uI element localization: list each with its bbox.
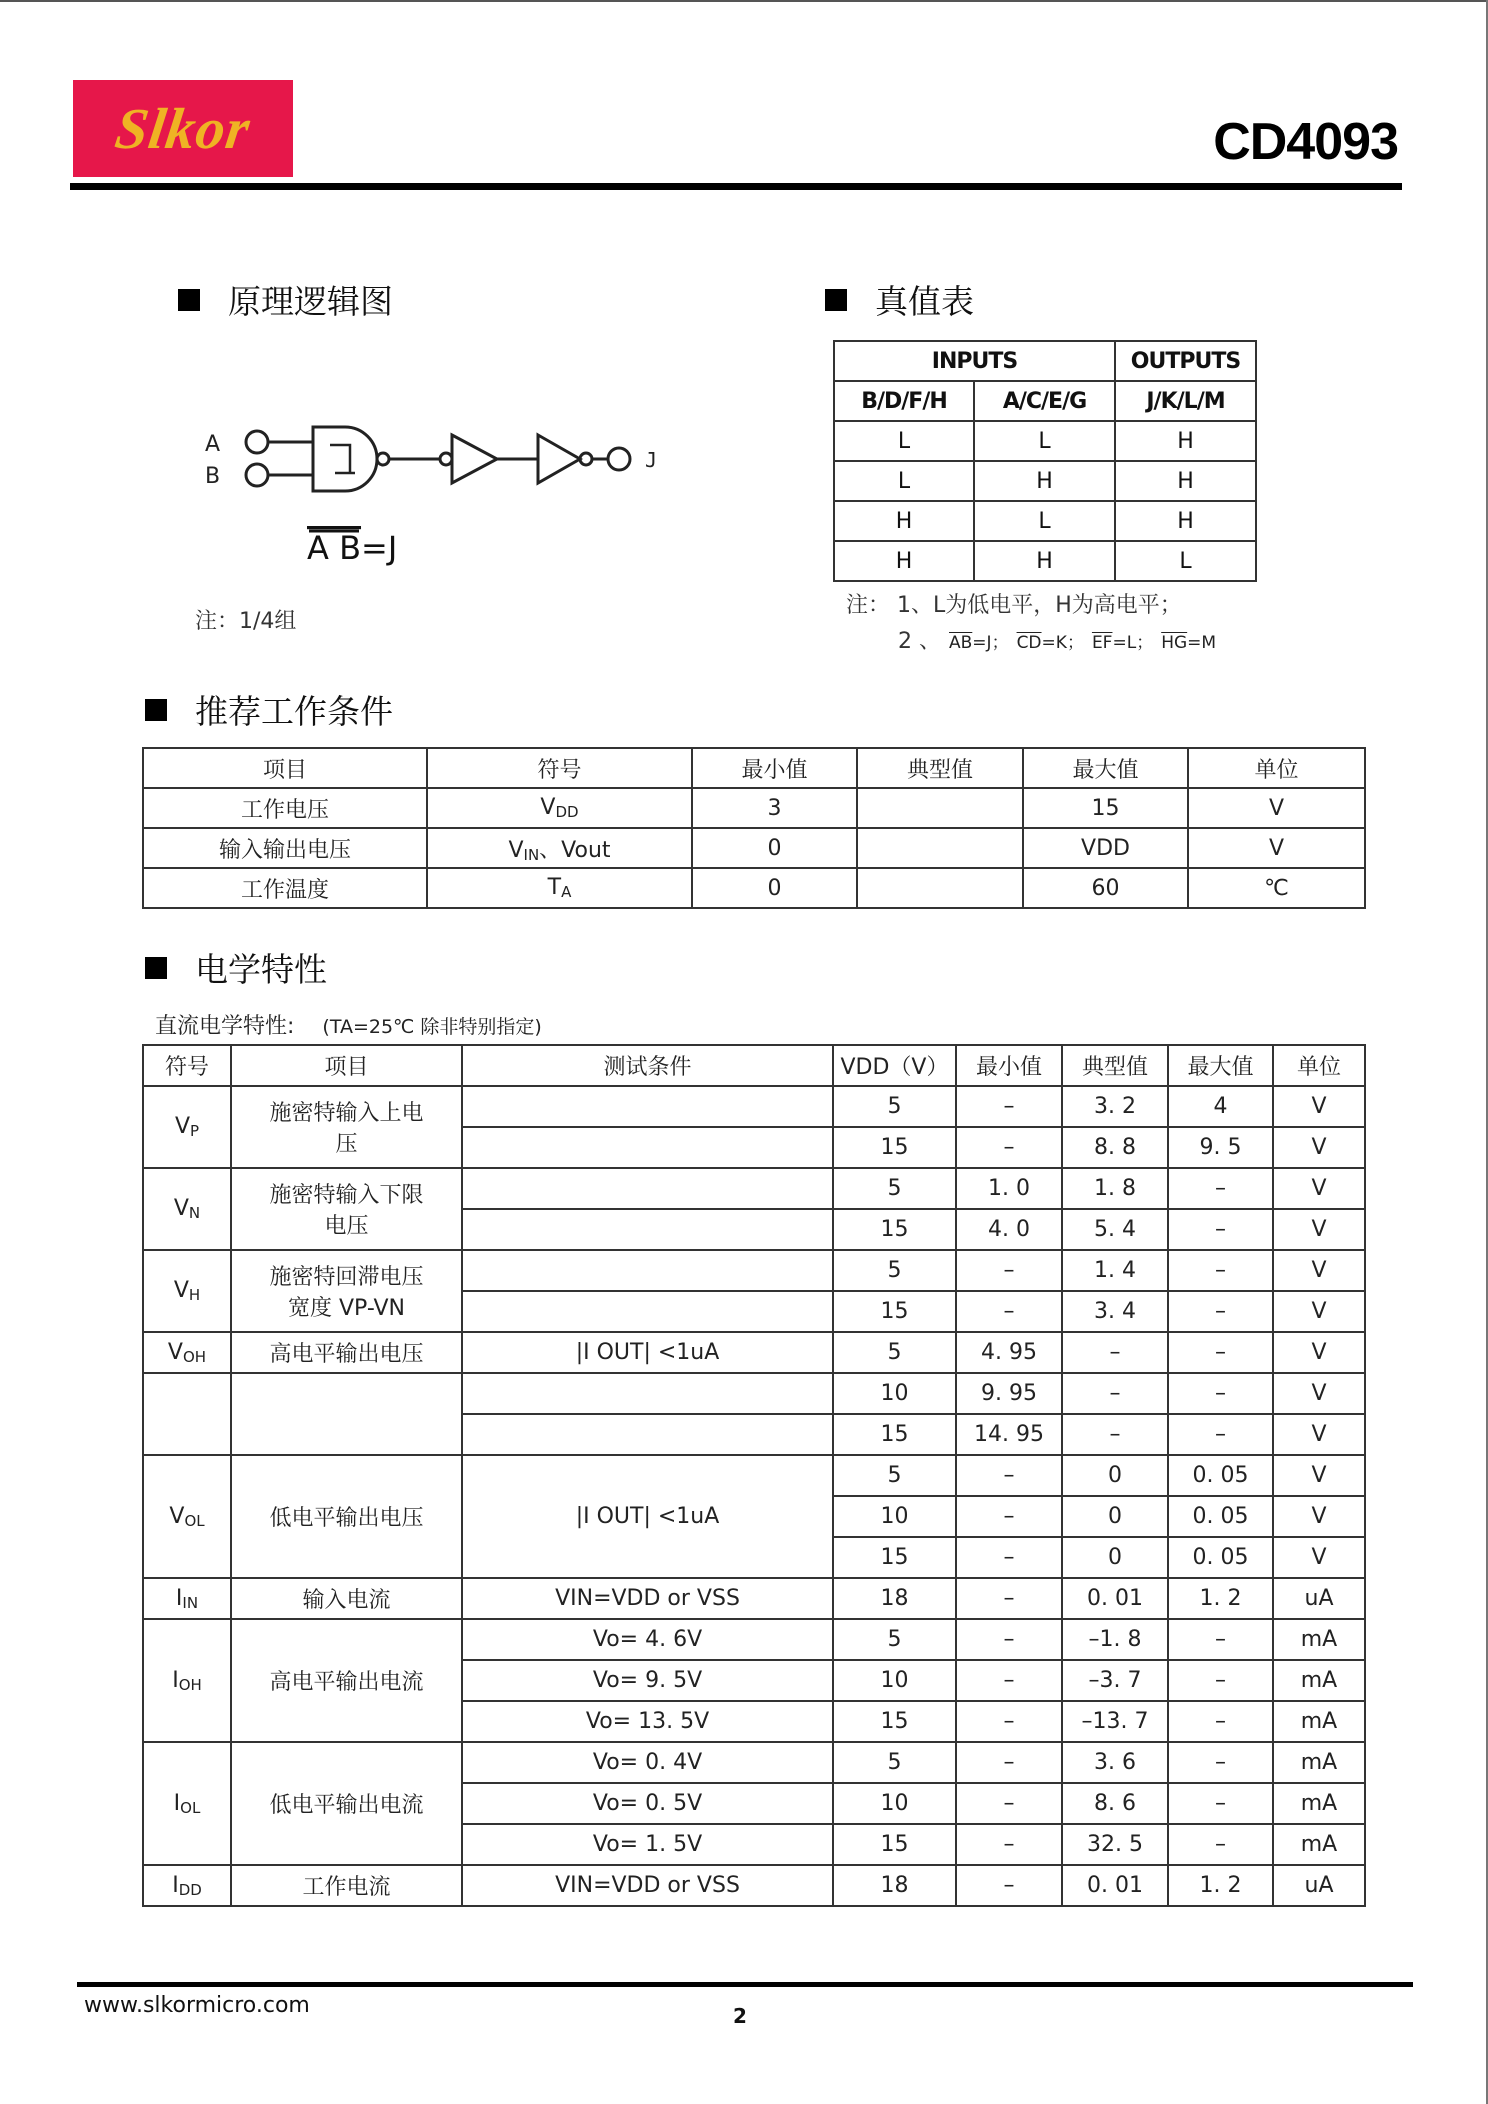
note-prefix: 2 、	[898, 629, 941, 654]
section-title: 电学特性	[195, 950, 327, 989]
table-cell: H	[834, 501, 974, 541]
column-header: 单位	[1188, 748, 1365, 788]
max-cell: 0. 05	[1168, 1537, 1273, 1578]
symbol-cell	[143, 1619, 231, 1742]
table-row	[834, 421, 1256, 461]
column-header: 典型值	[1062, 1045, 1168, 1086]
unit-cell: mA	[1273, 1660, 1365, 1701]
vdd-cell: 5	[833, 1619, 956, 1660]
min-cell: 4. 95	[956, 1332, 1062, 1373]
item-cell: 工作温度	[143, 868, 427, 908]
column-header: 最小值	[956, 1045, 1062, 1086]
eq-result: =L	[1112, 633, 1137, 653]
symbol-cell	[143, 1250, 231, 1332]
symbol-tail: 、Vout	[539, 837, 611, 863]
column-header: 测试条件	[462, 1045, 833, 1086]
unit-cell: V	[1273, 1332, 1365, 1373]
condition-cell	[462, 1209, 833, 1250]
item-cell: 输入输出电压	[143, 828, 427, 868]
footer-website-link[interactable]: www.slkormicro.com	[84, 1993, 310, 2018]
vdd-cell: 10	[833, 1496, 956, 1537]
table-row	[143, 1455, 1365, 1496]
symbol: I	[172, 1667, 179, 1693]
symbol-cell	[143, 1742, 231, 1865]
unit-cell: V	[1188, 828, 1365, 868]
vdd-cell: 18	[833, 1578, 956, 1619]
vdd-cell: 15	[833, 1824, 956, 1865]
condition-cell: |I OUT| <1uA	[462, 1332, 833, 1373]
table-row	[143, 1742, 1365, 1783]
condition-cell: Vo= 4. 6V	[462, 1619, 833, 1660]
symbol-cell	[427, 788, 692, 828]
max-cell: –	[1168, 1332, 1273, 1373]
unit-cell: V	[1273, 1086, 1365, 1127]
symbol: V	[508, 837, 524, 863]
symbol-subscript: DD	[555, 803, 579, 821]
max-cell: –	[1168, 1414, 1273, 1455]
logic-note: 注：1/4组	[195, 609, 297, 634]
typ-cell: 3. 6	[1062, 1742, 1168, 1783]
typ-cell: 1. 8	[1062, 1168, 1168, 1209]
typ-cell: –	[1062, 1373, 1168, 1414]
overline-term: $\overline{CD}$	[1016, 633, 1042, 653]
max-cell: –	[1168, 1373, 1273, 1414]
header-divider	[70, 183, 1402, 190]
condition-cell: VIN=VDD or VSS	[462, 1578, 833, 1619]
min-cell: –	[956, 1865, 1062, 1906]
typ-cell: –1. 8	[1062, 1619, 1168, 1660]
symbol-cell	[143, 1086, 231, 1168]
condition-cell: |I OUT| <1uA	[462, 1455, 833, 1578]
max-cell: –	[1168, 1783, 1273, 1824]
symbol-cell	[427, 868, 692, 908]
min-cell: –	[956, 1660, 1062, 1701]
vdd-cell: 15	[833, 1537, 956, 1578]
symbol-subscript: OL	[180, 1798, 201, 1817]
electrical-characteristics-table	[142, 1044, 1366, 1907]
output-j-label: J	[645, 448, 658, 472]
min-cell: –	[956, 1742, 1062, 1783]
table-header-row	[143, 748, 1365, 788]
min-cell: –	[956, 1578, 1062, 1619]
typ-cell: 0	[1062, 1537, 1168, 1578]
min-cell: –	[956, 1291, 1062, 1332]
item-cell: 低电平输出电压	[231, 1455, 462, 1578]
unit-cell: V	[1273, 1496, 1365, 1537]
item-cell: 施密特回滞电压宽度 VP-VN	[231, 1250, 462, 1332]
typ-cell: 3. 2	[1062, 1086, 1168, 1127]
symbol: I	[175, 1585, 183, 1611]
part-number: CD4093	[1213, 113, 1398, 171]
column-header: 最大值	[1168, 1045, 1273, 1086]
min-cell: 4. 0	[956, 1209, 1062, 1250]
item-cell: 施密特输入上电压	[231, 1086, 462, 1168]
section-heading-electrical	[145, 944, 327, 991]
column-header: VDD（V）	[833, 1045, 956, 1086]
unit-cell: ℃	[1188, 868, 1365, 908]
page-number: 2	[733, 2004, 747, 2028]
column-header: J/K/L/M	[1115, 381, 1256, 421]
typ-cell: –13. 7	[1062, 1701, 1168, 1742]
table-cell: H	[1115, 421, 1256, 461]
unit-cell: mA	[1273, 1619, 1365, 1660]
typ-cell: 5. 4	[1062, 1209, 1168, 1250]
max-cell: –	[1168, 1701, 1273, 1742]
table-row	[143, 1250, 1365, 1291]
column-header: 项目	[143, 748, 427, 788]
condition-cell	[462, 1086, 833, 1127]
symbol-subscript: IN	[523, 845, 540, 864]
vdd-cell: 15	[833, 1127, 956, 1168]
vdd-cell: 5	[833, 1332, 956, 1373]
table-row	[834, 461, 1256, 501]
item-cell: 低电平输出电流	[231, 1742, 462, 1865]
table-cell: L	[834, 461, 974, 501]
table-cell: H	[974, 461, 1115, 501]
max-cell: –	[1168, 1742, 1273, 1783]
symbol-cell	[143, 1168, 231, 1250]
column-header: 典型值	[857, 748, 1023, 788]
unit-cell: V	[1273, 1209, 1365, 1250]
overline-term: $\overline{HG}$	[1161, 633, 1188, 653]
item-cell: 高电平输出电流	[231, 1619, 462, 1742]
max-cell: –	[1168, 1168, 1273, 1209]
max-cell: –	[1168, 1619, 1273, 1660]
min-cell: –	[956, 1086, 1062, 1127]
max-cell: 1. 2	[1168, 1865, 1273, 1906]
footer-divider	[77, 1982, 1413, 1987]
max-cell: 0. 05	[1168, 1455, 1273, 1496]
vdd-cell: 15	[833, 1701, 956, 1742]
note-eq	[1161, 633, 1216, 653]
max-cell: 0. 05	[1168, 1496, 1273, 1537]
symbol-cell	[427, 828, 692, 868]
typ-cell: –	[1062, 1414, 1168, 1455]
truth-table	[833, 340, 1257, 582]
min-cell: 0	[692, 828, 857, 868]
unit-cell: V	[1273, 1455, 1365, 1496]
condition-cell	[462, 1373, 833, 1414]
condition-cell	[462, 1127, 833, 1168]
symbol: V	[169, 1503, 185, 1529]
table-header-row	[143, 1045, 1365, 1086]
symbol-cell	[143, 1865, 231, 1906]
section-heading-logic	[178, 276, 393, 323]
typ-cell: –3. 7	[1062, 1660, 1168, 1701]
unit-cell: mA	[1273, 1824, 1365, 1865]
min-cell: 14. 95	[956, 1414, 1062, 1455]
input-b-label: B	[205, 464, 221, 489]
vdd-cell: 18	[833, 1865, 956, 1906]
vdd-cell: 15	[833, 1291, 956, 1332]
condition-cell: Vo= 0. 4V	[462, 1742, 833, 1783]
truth-table-note-2	[898, 624, 1216, 655]
symbol: I	[173, 1790, 181, 1816]
logic-diagram	[195, 415, 695, 585]
logic-equation: A B=J	[307, 529, 398, 567]
table-row	[143, 1332, 1365, 1373]
typ-cell: 8. 8	[1062, 1127, 1168, 1168]
unit-cell: V	[1273, 1373, 1365, 1414]
bullet-square-icon	[145, 699, 167, 721]
symbol-subscript: IN	[182, 1593, 199, 1612]
input-a-label: A	[205, 432, 221, 457]
symbol: V	[173, 1278, 189, 1303]
vdd-cell: 5	[833, 1086, 956, 1127]
symbol-subscript: DD	[178, 1880, 202, 1899]
vdd-cell: 15	[833, 1209, 956, 1250]
brand-logo-text: Slkor	[111, 96, 255, 161]
column-header: 单位	[1273, 1045, 1365, 1086]
symbol: V	[167, 1339, 183, 1365]
typ-cell: 8. 6	[1062, 1783, 1168, 1824]
symbol: V	[173, 1196, 189, 1221]
bullet-square-icon	[145, 957, 167, 979]
max-cell: 1. 2	[1168, 1578, 1273, 1619]
symbol-cell	[143, 1455, 231, 1578]
bullet-square-icon	[825, 289, 847, 311]
typ-cell	[857, 868, 1023, 908]
condition-cell	[462, 1291, 833, 1332]
condition-cell: Vo= 13. 5V	[462, 1701, 833, 1742]
table-row	[143, 828, 1365, 868]
symbol-subscript: H	[188, 1286, 201, 1304]
item-cell: 高电平输出电压	[231, 1332, 462, 1373]
symbol-cell	[143, 1578, 231, 1619]
condition-cell	[462, 1250, 833, 1291]
note-eq: $\overline{AB}=J$；	[949, 633, 1009, 653]
table-row	[143, 1086, 1365, 1127]
symbol-subscript: N	[188, 1204, 201, 1222]
max-cell: –	[1168, 1660, 1273, 1701]
symbol: V	[174, 1114, 190, 1139]
brand-logo	[73, 80, 293, 177]
min-cell: 3	[692, 788, 857, 828]
unit-cell: V	[1273, 1414, 1365, 1455]
symbol-subscript: P	[190, 1122, 200, 1140]
unit-cell: mA	[1273, 1742, 1365, 1783]
typ-cell: –	[1062, 1332, 1168, 1373]
eq-result: =K	[1041, 633, 1067, 653]
overline-term: $\overline{EF}$	[1091, 633, 1113, 653]
typ-cell: 0. 01	[1062, 1578, 1168, 1619]
group-header-inputs: INPUTS	[834, 341, 1115, 381]
max-cell: –	[1168, 1824, 1273, 1865]
typ-cell: 3. 4	[1062, 1291, 1168, 1332]
min-cell: –	[956, 1619, 1062, 1660]
subtitle-text: 直流电学特性:	[155, 1014, 295, 1039]
unit-cell: V	[1273, 1127, 1365, 1168]
table-cell: L	[1115, 541, 1256, 581]
table-row	[834, 541, 1256, 581]
unit-cell: V	[1188, 788, 1365, 828]
column-header: 最小值	[692, 748, 857, 788]
note-eq: $\overline{CD}=K$；	[1016, 633, 1084, 653]
nand-schmitt-diagram-icon	[195, 415, 695, 585]
table-cell: L	[974, 501, 1115, 541]
table-cell: H	[834, 541, 974, 581]
table-row	[143, 868, 1365, 908]
max-cell: 9. 5	[1168, 1127, 1273, 1168]
min-cell: –	[956, 1250, 1062, 1291]
column-header: 符号	[427, 748, 692, 788]
symbol-subscript: A	[561, 883, 572, 901]
page-top-edge	[0, 0, 1488, 2]
symbol: V	[540, 795, 556, 820]
note-eq: $\overline{EF}=L$；	[1091, 633, 1154, 653]
overline-term: $\overline{AB}$	[949, 633, 973, 653]
table-cell: L	[834, 421, 974, 461]
min-cell: –	[956, 1824, 1062, 1865]
symbol-subscript: OH	[182, 1347, 207, 1366]
max-cell: 4	[1168, 1086, 1273, 1127]
table-row	[143, 1578, 1365, 1619]
symbol-subscript: OH	[178, 1675, 202, 1694]
table-cell: H	[1115, 461, 1256, 501]
min-cell: –	[956, 1496, 1062, 1537]
column-header: 最大值	[1023, 748, 1188, 788]
unit-cell: mA	[1273, 1783, 1365, 1824]
section-title: 真值表	[875, 282, 974, 321]
typ-cell: 0. 01	[1062, 1865, 1168, 1906]
item-cell: 施密特输入下限电压	[231, 1168, 462, 1250]
min-cell: –	[956, 1537, 1062, 1578]
column-header: B/D/F/H	[834, 381, 974, 421]
unit-cell: V	[1273, 1537, 1365, 1578]
table-row	[143, 1168, 1365, 1209]
symbol-subscript: OL	[184, 1511, 205, 1530]
max-cell: –	[1168, 1291, 1273, 1332]
vdd-cell: 5	[833, 1742, 956, 1783]
table-cell: H	[974, 541, 1115, 581]
unit-cell: uA	[1273, 1865, 1365, 1906]
unit-cell: uA	[1273, 1578, 1365, 1619]
group-header-outputs: OUTPUTS	[1115, 341, 1256, 381]
vdd-cell: 10	[833, 1373, 956, 1414]
item-cell: 工作电流	[231, 1865, 462, 1906]
dc-subtitle	[155, 1009, 542, 1040]
column-header: 项目	[231, 1045, 462, 1086]
table-cell: L	[974, 421, 1115, 461]
max-cell: 60	[1023, 868, 1188, 908]
condition-cell: Vo= 0. 5V	[462, 1783, 833, 1824]
section-title: 原理逻辑图	[228, 282, 393, 321]
condition-cell	[462, 1168, 833, 1209]
min-cell: 0	[692, 868, 857, 908]
vdd-cell: 15	[833, 1414, 956, 1455]
min-cell: 9. 95	[956, 1373, 1062, 1414]
vdd-cell: 10	[833, 1660, 956, 1701]
condition-cell: VIN=VDD or VSS	[462, 1865, 833, 1906]
vdd-cell: 5	[833, 1250, 956, 1291]
typ-cell: 1. 4	[1062, 1250, 1168, 1291]
item-cell	[231, 1373, 462, 1455]
unit-cell: V	[1273, 1250, 1365, 1291]
max-cell: VDD	[1023, 828, 1188, 868]
symbol: T	[547, 875, 562, 900]
condition-cell	[462, 1414, 833, 1455]
vdd-cell: 10	[833, 1783, 956, 1824]
max-cell: –	[1168, 1250, 1273, 1291]
table-row	[143, 788, 1365, 828]
min-cell: –	[956, 1701, 1062, 1742]
vdd-cell: 5	[833, 1455, 956, 1496]
subtitle-condition: (TA=25℃ 除非特别指定)	[322, 1016, 542, 1038]
min-cell: –	[956, 1455, 1062, 1496]
max-cell: –	[1168, 1209, 1273, 1250]
eq-result: =J	[972, 633, 992, 653]
typ-cell	[857, 828, 1023, 868]
section-title: 推荐工作条件	[195, 692, 393, 731]
unit-cell: V	[1273, 1291, 1365, 1332]
table-row	[143, 1619, 1365, 1660]
recommended-conditions-table	[142, 747, 1366, 909]
truth-table-note-1: 注： 1、L为低电平，H为高电平；	[846, 593, 1182, 618]
max-cell: 15	[1023, 788, 1188, 828]
column-header: 符号	[143, 1045, 231, 1086]
table-row	[143, 1865, 1365, 1906]
column-header: A/C/E/G	[974, 381, 1115, 421]
min-cell: –	[956, 1783, 1062, 1824]
section-heading-truth-table	[825, 276, 974, 323]
condition-cell: Vo= 9. 5V	[462, 1660, 833, 1701]
item-cell: 输入电流	[231, 1578, 462, 1619]
symbol: I	[172, 1872, 179, 1898]
min-cell: 1. 0	[956, 1168, 1062, 1209]
table-row	[834, 501, 1256, 541]
typ-cell: 32. 5	[1062, 1824, 1168, 1865]
vdd-cell: 5	[833, 1168, 956, 1209]
unit-cell: V	[1273, 1168, 1365, 1209]
item-cell: 工作电压	[143, 788, 427, 828]
condition-cell: Vo= 1. 5V	[462, 1824, 833, 1865]
unit-cell: mA	[1273, 1701, 1365, 1742]
symbol-cell	[143, 1373, 231, 1455]
min-cell: –	[956, 1127, 1062, 1168]
table-row	[143, 1373, 1365, 1414]
table-cell: H	[1115, 501, 1256, 541]
symbol-cell	[143, 1332, 231, 1373]
section-heading-recommended	[145, 686, 393, 733]
typ-cell	[857, 788, 1023, 828]
bullet-square-icon	[178, 289, 200, 311]
eq-result: =M	[1187, 633, 1217, 653]
typ-cell: 0	[1062, 1496, 1168, 1537]
typ-cell: 0	[1062, 1455, 1168, 1496]
